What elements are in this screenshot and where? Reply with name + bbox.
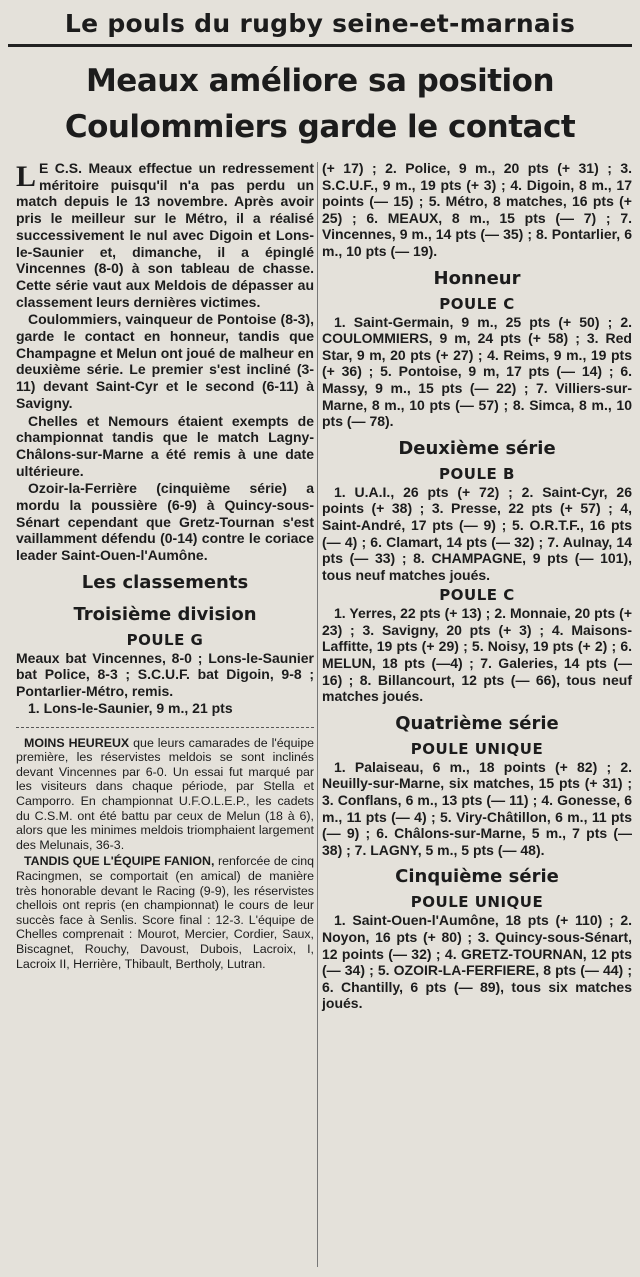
poule-g-standings: 1. Lons-le-Saunier, 9 m., 21 pts: [28, 699, 233, 716]
deuxieme-serie-heading: Deuxième série: [398, 437, 556, 459]
left-column: [16, 160, 314, 973]
deuxieme-poule-b-heading: POULE B: [439, 464, 515, 483]
dashed-separator: [16, 727, 314, 728]
column-divider: [317, 162, 318, 1267]
reserves-paragraph-1-text: que leurs camarades de l'équipe première, les réservistes meldois se sont inclinés devant Vincennes par 6-0. Un essai fut marqué par les visiteurs dans chaque période, par Stella et Camporro. En championnat U.F.O.L.E.P., les cadets du C.S.M. ont été battu par ceux de Melun (18 à 6), alors que les minimes meldois triomphaient largement des Melunais, 36-3.: [16, 735, 314, 852]
reserves-paragraph-2-text: renforcée de cinq Racingmen, se comportait (en amical) de manière très honorable devant le Racing (9-9), les réservistes chellois ont repris (en championnat) le cours de leur succès face à Senlis. Score final : 12-3. L'équipe de Chelles comprenait : Mourot, Mercier, Cordier, Saux, Biscagnet, Rouchy, Davoust, Dubois, Lacroix, I, Lacroix II, Herrière, Thibault, Bertholy, Lutran.: [16, 854, 314, 971]
quatrieme-standings: 1. Palaiseau, 6 m., 18 points (+ 82) ; 2. Neuilly-sur-Marne, six matches, 15 pts (+ 31) ; 3. Conflans, 6 m., 13 pts (— 11) ; 4. Gonesse, 6 m., 11 pts (— 4) ; 5. Viry-Châtillon, 6 m., 11 pts (— 9) ; 6. Châlons-sur-Marne, 5 m., 7 pts (— 38) ; 7. LAGNY, 5 m., 5 pts (— 48).: [322, 758, 632, 858]
cinquieme-serie-heading: Cinquième série: [395, 866, 559, 888]
section-rubric: Le pouls du rugby seine-et-marnais: [8, 4, 632, 47]
poule-g-standings-continued: (+ 17) ; 2. Police, 9 m., 20 pts (+ 31) ; 3. S.C.U.F., 9 m., 19 pts (+ 3) ; 4. Digoin, 8 m., 17 points (— 15) ; 5. Métro, 8 matches, 16 pts (+ 25) ; 6. MEAUX, 8 m., 15 pts (— 7) ; 7. Vincennes, 9 m., 14 pts (— 35) ; 8. Pontarlier, 6 m., 10 pts (— 19).: [322, 160, 632, 259]
cinquieme-poule-unique-heading: POULE UNIQUE: [410, 893, 544, 912]
article-paragraph-4: Ozoir-la-Ferrière (cinquième série) a mordu la poussière (6-9) à Quincy-sous-Sénart cependant que Gretz-Tournan s'est vaillamment défendu (0-14) contre le coriace leader Saint-Ouen-l'Aumône.: [16, 480, 314, 564]
reserves-paragraph-1: [16, 736, 314, 853]
headline-line-2: Coulommiers garde le contact: [64, 109, 576, 145]
cinquieme-standings: 1. Saint-Ouen-l'Aumône, 18 pts (+ 110) ; 2. Noyon, 16 pts (+ 80) ; 3. Quincy-sous-Sénart, 12 points (— 32) ; 4. GRETZ-TOURNAN, 12 pts (— 34) ; 5. OZOIR-LA-FERFIERE, 8 pts (— 44) ; 6. Chantilly, 6 pts (— 89), tous six matches joués.: [322, 912, 632, 1012]
article-paragraph-2: Coulommiers, vainqueur de Pontoise (8-3), garde le contact en honneur, tandis que Champagne et Melun ont joué de malheur en deuxième série. Le premier s'est incliné (3-11) devant Saint-Cyr et le second (6-11) à Savigny.: [16, 311, 314, 411]
reserves-paragraph-2: [16, 854, 314, 971]
headline-line-1: Meaux améliore sa position: [85, 63, 555, 99]
article-paragraph-1: [16, 160, 314, 310]
quatrieme-poule-unique-heading: POULE UNIQUE: [410, 739, 544, 758]
reserves-paragraph-1-lead: MOINS HEUREUX: [24, 735, 130, 750]
honneur-standings: 1. Saint-Germain, 9 m., 25 pts (+ 50) ; 2. COULOMMIERS, 9 m, 24 pts (+ 58) ; 3. Red Star, 9 m, 20 pts (+ 27) ; 4. Reims, 9 m., 19 pts (+ 36) ; 5. Pontoise, 9 m, 17 pts (— 14) ; 6. Massy, 9 m., 15 pts (— 22) ; 7. Villiers-sur-Marne, 8 m., 10 pts (— 57) ; 8. Simca, 8 m., 10 pts (— 78).: [322, 313, 632, 430]
article-paragraph-1-text: E C.S. Meaux effectue un redressement méritoire puisqu'il n'a pas perdu un match depuis le 13 novembre. Après avoir pris le meilleur sur le Métro, il a réalisé successivement le nul avec Digoin et Lons-le-Saunier et, dimanche, il a épinglé Vincennes (8-0) à son tableau de chasse. Cette série vaut aux Meldois de dépasser au classement leurs dernières victimes.: [16, 160, 314, 310]
honneur-heading: Honneur: [433, 267, 521, 289]
honneur-poule-c-heading: POULE C: [439, 294, 515, 313]
deuxieme-poule-c-standings: 1. Yerres, 22 pts (+ 13) ; 2. Monnaie, 20 pts (+ 23) ; 3. Savigny, 20 pts (+ 3) ; 4. Maisons-Laffitte, 19 pts (+ 29) ; 5. Noisy, 19 pts (+ 2) ; 6. MELUN, 18 pts (—4) ; 7. Galeries, 14 pts (— 16) ; 8. Billancourt, 12 pts (— 66), tous neuf matches joués.: [322, 605, 632, 705]
article-paragraph-3: Chelles et Nemours étaient exempts de championnat tandis que le match Lagny-Châlons-sur-Marne a été remis à une date ultérieure.: [16, 412, 314, 479]
deuxieme-poule-c-heading: POULE C: [439, 586, 515, 605]
headline: [10, 58, 630, 150]
troisieme-division-heading: Troisième division: [73, 603, 257, 625]
quatrieme-serie-heading: Quatrième série: [395, 712, 559, 734]
classements-heading: Les classements: [81, 571, 249, 593]
poule-g-results: Meaux bat Vincennes, 8-0 ; Lons-le-Saunier bat Police, 8-3 ; S.C.U.F. bat Digoin, 9-8 ; Pontarlier-Métro, remis.: [16, 649, 314, 700]
deuxieme-poule-b-standings: 1. U.A.I., 26 pts (+ 72) ; 2. Saint-Cyr, 26 points (+ 38) ; 3. Presse, 22 pts (+ 57) ; 4, Saint-André, 17 pts (— 9) ; 5. O.R.T.F., 16 pts (— 4) ; 6. Clamart, 14 pts (— 32) ; 7. Aulnay, 14 pts (— 33) ; 8. CHAMPAGNE, 9 pts (— 101), tous neuf matches joués.: [322, 483, 632, 583]
right-column: [322, 160, 632, 1012]
poule-g-heading: POULE G: [126, 630, 204, 649]
drop-cap: L: [16, 160, 37, 193]
reserves-paragraph-2-lead: TANDIS QUE L'ÉQUIPE FANION,: [24, 854, 215, 869]
